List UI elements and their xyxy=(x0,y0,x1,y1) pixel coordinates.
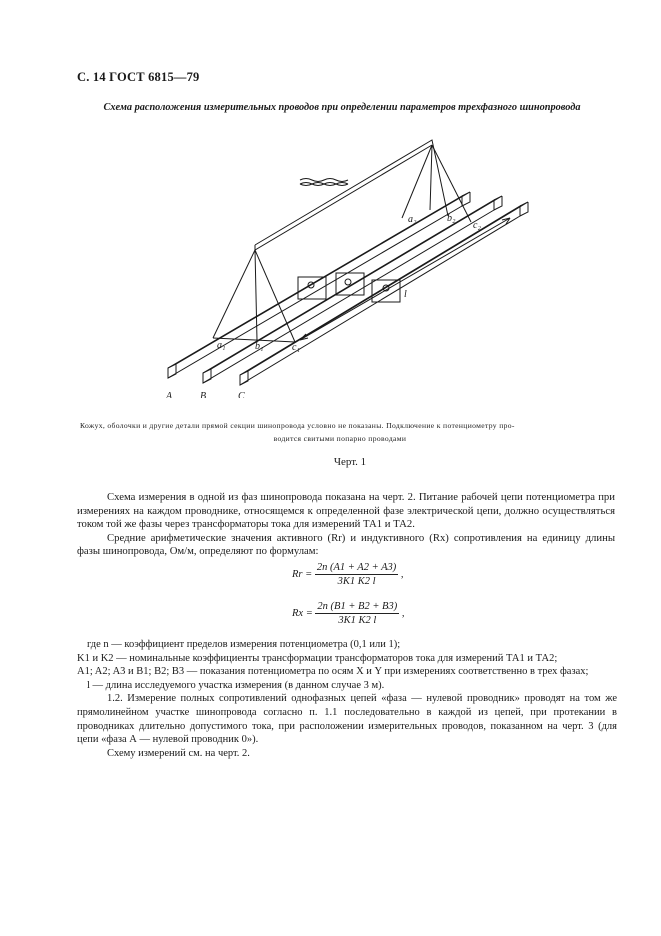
figure-note xyxy=(80,419,600,445)
definition-a-b: A1; A2; A3 и B1; B2; B3 — показания потенциометра по осям X и Y при измерениях соответственно в трех фазах; xyxy=(77,666,589,678)
formula-rr-lhs: Rr = xyxy=(292,568,313,580)
formula-rr xyxy=(292,562,404,587)
point-label-c1: c₁ xyxy=(292,342,300,353)
paragraph-scheme xyxy=(77,491,615,559)
figure-note-line2: водится свитыми попарно проводами xyxy=(273,434,407,443)
figure-caption: Черт. 1 xyxy=(333,456,367,468)
paragraph-1-2: 1.2. Измерение полных сопротивлений однофазных цепей «фаза — нулевой проводник» проводят на том же прямолинейном участке шинопровода согласно п. 1.1 последовательно в каждой из цепей, при протекании в проводниках длительно допустимого тока, при расположении измерительных проводов, показанном на черт. 3 (для цепи «фаза А — нулевой проводник 0»). xyxy=(77,693,617,746)
definitions-block xyxy=(77,638,617,760)
paragraph-2: Средние арифметические значения активного (Rr) и индуктивного (Rx) сопротивления на единицу длины фазы шинопровода, Ом/м, определяют по формулам: xyxy=(77,531,615,558)
point-label-a1: a₁ xyxy=(217,340,226,351)
formula-rx-tail: , xyxy=(401,607,405,619)
paragraph-1: Схема измерения в одной из фаз шинопровода показана на черт. 2. Питание рабочей цепи потенциометра при измерениях на каждом проводнике, относящемся к определенной фазе электрической цепи, должно осуществляться током той же фазы через трансформаторы тока для измерений ТА1 и ТА2. xyxy=(77,491,615,531)
formula-rx-denominator: 3K1 K2 l xyxy=(338,615,377,626)
formula-rr-numerator: 2n (A1 + A2 + A3) xyxy=(316,562,397,573)
point-label-b2: b₂ xyxy=(447,213,456,224)
point-label-c2: c₂ xyxy=(473,220,481,231)
definition-l: l — длина исследуемого участка измерения (в данном случае 3 м). xyxy=(87,679,385,691)
formula-rr-denominator: 3K1 K2 l xyxy=(337,576,376,587)
point-label-a2: a₂ xyxy=(408,214,417,225)
formula-rx-lhs: Rx = xyxy=(292,607,313,619)
paragraph-see-scheme: Схему измерений см. на черт. 2. xyxy=(107,747,250,759)
diagram-title: Схема расположения измерительных проводов при определении параметров трехфазного шинопровода xyxy=(103,102,581,113)
page-header: С. 14 ГОСТ 6815—79 xyxy=(77,70,200,84)
figure-note-line1: Кожух, оболочки и другие детали прямой секции шинопровода условно не показаны. Подключение к потенциометру про- xyxy=(80,421,515,430)
bar-label-a: A xyxy=(166,391,173,398)
bar-label-c: C xyxy=(238,391,245,398)
formula-rr-tail: , xyxy=(400,568,404,580)
formula-rx-numerator: 2n (B1 + B2 + B3) xyxy=(317,601,398,612)
formula-rr-fraction xyxy=(315,562,398,587)
point-label-b1: b₁ xyxy=(255,341,264,352)
length-label: l xyxy=(404,289,407,300)
formula-rx-fraction xyxy=(315,601,399,626)
bar-label-b: B xyxy=(200,391,207,398)
busbar-measurement-diagram xyxy=(150,128,530,398)
definition-k: K1 и K2 — номинальные коэффициенты трансформации трансформаторов тока для измерений ТА1 и ТА2; xyxy=(77,652,558,664)
formula-rx xyxy=(292,601,404,626)
definition-n: где n — коэффициент пределов измерения потенциометра (0,1 или 1); xyxy=(87,639,401,650)
